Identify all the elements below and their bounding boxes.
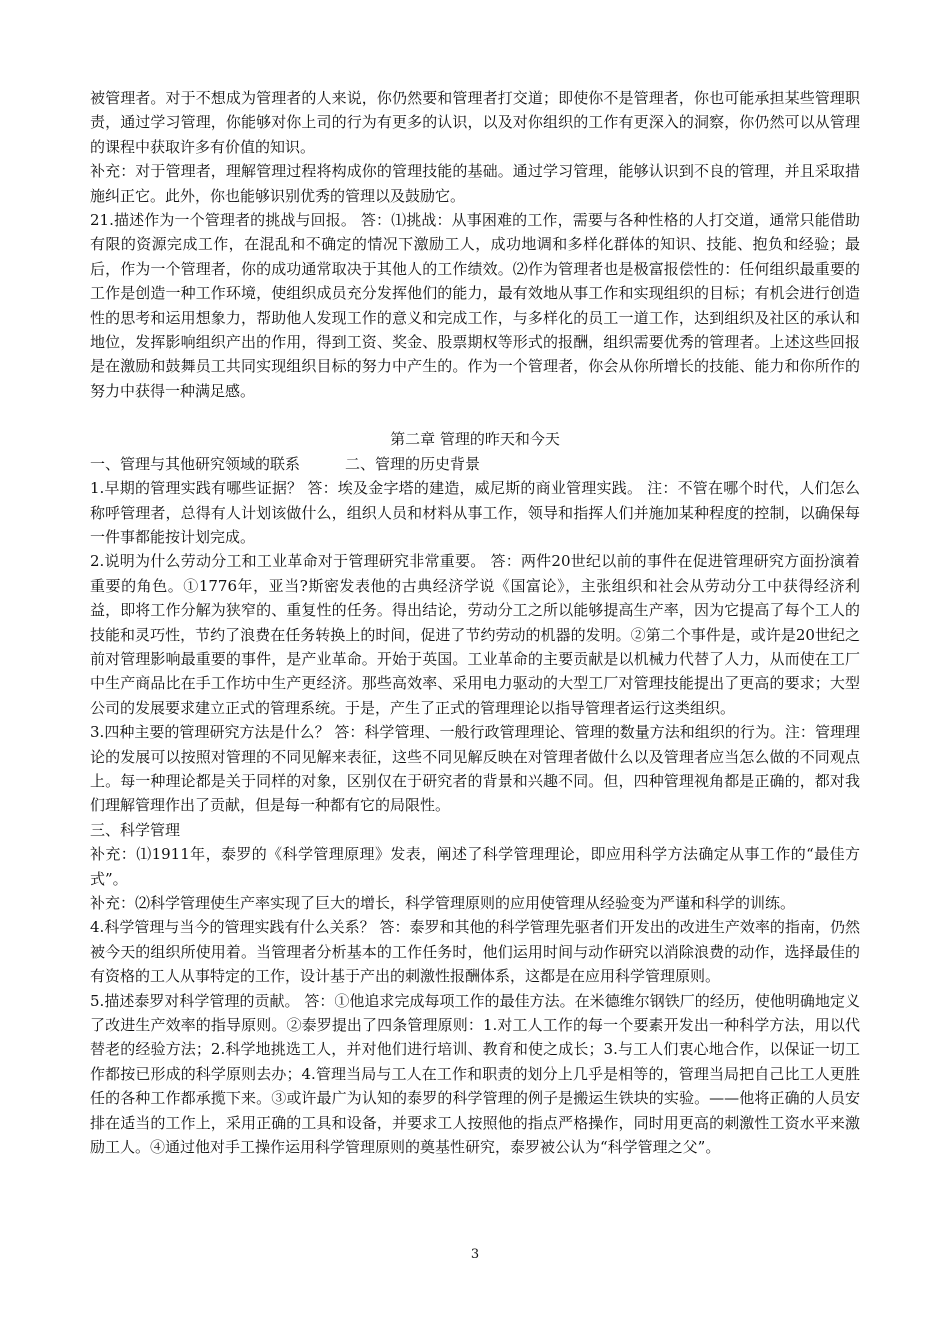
paragraph-question-4: 4.科学管理与当今的管理实践有什么关系？ 答：泰罗和其他的科学管理先驱者们开发出的改进生产效率的指南，仍然被今天的组织所使用着。当管理者分析基本的工作任务时，他们运用时间与动作研究以消除浪费的动作，选择最佳的有资格的工人从事特定的工作，设计基于产出的刺激性报酬体系，这都是在应用科学管理原则。 (90, 918, 860, 986)
paragraph-question-2: 2.说明为什么劳动分工和工业革命对于管理研究非常重要。 答：两件20世纪以前的事件在促进管理研究方面扮演着重要的角色。①1776年，亚当?斯密发表他的古典经济学说《国富论》，主张组织和社会从劳动分工中获得经济利益，即将工作分解为狭窄的、重复性的任务。得出结论，劳动分工之所以能够提高生产率，因为它提高了每个工人的技能和灵巧性，节约了浪费在任务转换上的时间，促进了节约劳动的机器的发明。②第二个事件是，或许是20世纪之前对管理影响最重要的事件，是产业革命。开始于英国。工业革命的主要贡献是以机械力代替了人力，从而使在工厂中生产商品比在手工作坊中生产更经济。那些高效率、采用电力驱动的大型工厂对管理技能提出了更高的要求；大型公司的发展要求建立正式的管理系统。于是，产生了正式的管理理论以指导管理者运行这类组织。 (90, 552, 860, 717)
page-number: 3 (470, 1247, 480, 1262)
paragraph-supplement-2: 补充：⑵科学管理使生产率实现了巨大的增长，科学管理原则的应用使管理从经验变为严谨和科学的训练。 (90, 894, 796, 912)
page-body (90, 86, 860, 1159)
paragraph-question-21: 21.描述作为一个管理者的挑战与回报。 答：⑴挑战：从事困难的工作，需要与各种性格的人打交道，通常只能借助有限的资源完成工作，在混乱和不确定的情况下激励工人，成功地调和多样化群体的知识、技能、抱负和经验；最后，作为一个管理者，你的成功通常取决于其他人的工作绩效。⑵作为管理者也是极富报偿性的：任何组织最重要的工作是创造一种工作环境，使组织成员充分发挥他们的能力，最有效地从事工作和实现组织的目标；有机会进行创造性的思考和运用想象力，帮助他人发现工作的意义和完成工作，与多样化的员工一道工作，达到组织及社区的承认和地位，发挥影响组织产出的作用，得到工资、奖金、股票期权等形式的报酬，组织需要优秀的管理者。上述这些回报是在激励和鼓舞员工共同实现组织目标的努力中产生的。作为一个管理者，你会从你所增长的技能、能力和你所作的努力中获得一种满足感。 (90, 211, 860, 400)
blank-line (90, 403, 860, 427)
section-headings: 一、管理与其他研究领域的联系 二、管理的历史背景 (90, 454, 481, 473)
paragraph-intro-continued: 被管理者。对于不想成为管理者的人来说，你仍然要和管理者打交道；即使你不是管理者，你也可能承担某些管理职责，通过学习管理，你能够对你上司的行为有更多的认识，以及对你组织的工作有更深入的洞察，你仍然可以从管理的课程中获取许多有价值的知识。 (90, 89, 860, 156)
chapter-title: 第二章 管理的昨天和今天 (390, 430, 560, 449)
paragraph-question-3: 3.四种主要的管理研究方法是什么？ 答：科学管理、一般行政管理理论、管理的数量方法和组织的行为。注：管理理论的发展可以按照对管理的不同见解来表征，这些不同见解反映在对管理者做什么以及管理者应当怎么做的不同观点上。每一种理论都是关于同样的对象，区别仅在于研究者的背景和兴趣不同。但，四种管理视角都是正确的，都对我们理解管理作出了贡献，但是每一种都有它的局限性。 (90, 723, 860, 815)
paragraph-question-1: 1.早期的管理实践有哪些证据？ 答：埃及金字塔的建造，威尼斯的商业管理实践。 注：不管在哪个时代，人们怎么称呼管理者，总得有人计划该做什么，组织人员和材料从事工作，领导和指挥人们并施加某种程度的控制，以确保每一件事都能按计划完成。 (90, 479, 860, 546)
paragraph-supplement-1: 补充：⑴1911年，泰罗的《科学管理原理》发表，阐述了科学管理理论，即应用科学方法确定从事工作的“最佳方式”。 (90, 845, 860, 888)
paragraph-supplement-manager: 补充：对于管理者，理解管理过程将构成你的管理技能的基础。通过学习管理，能够认识到不良的管理，并且采取措施纠正它。此外，你也能够识别优秀的管理以及鼓励它。 (90, 162, 860, 205)
section-heading-scientific-management: 三、科学管理 (90, 820, 181, 839)
paragraph-question-5: 5.描述泰罗对科学管理的贡献。 答：①他追求完成每项工作的最佳方法。在米德维尔钢铁厂的经历，使他明确地定义了改进生产效率的指导原则。②泰罗提出了四条管理原则：1.对工人工作的每一个要素开发出一种科学方法，用以代替老的经验方法；2.科学地挑选工人，并对他们进行培训、教育和使之成长；3.与工人们衷心地合作，以保证一切工作都按已形成的科学原则去办；4.管理当局与工人在工作和职责的划分上几乎是相等的，管理当局把自己比工人更胜任的各种工作都承揽下来。③或许最广为认知的泰罗的科学管理的例子是搬运生铁块的实验。——他将正确的人员安排在适当的工作上，采用正确的工具和设备，并要求工人按照他的指点严格操作，同时用更高的刺激性工资水平来激励工人。④通过他对手工操作运用科学管理原则的奠基性研究，泰罗被公认为“科学管理之父”。 (90, 991, 860, 1157)
